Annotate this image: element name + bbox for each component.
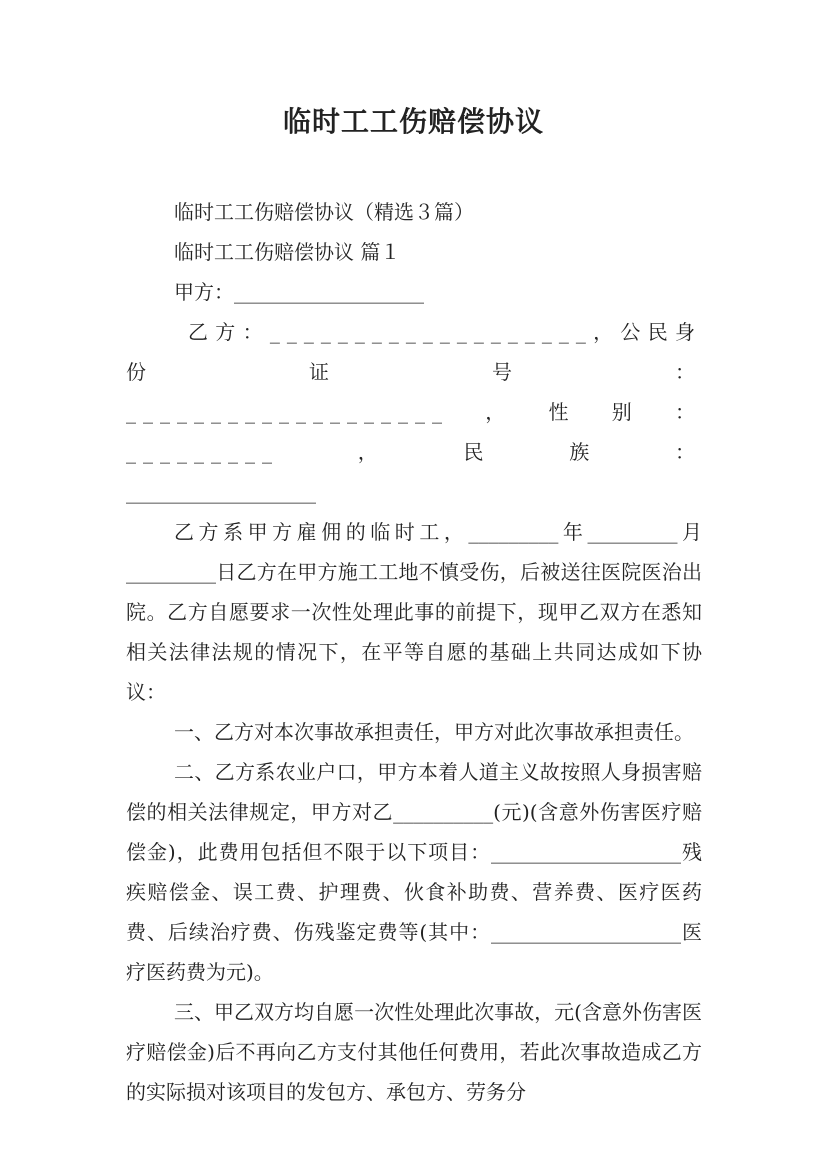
paragraph-intro: 乙方系甲方雇佣的临时工，_________年_________月_________日乙方在甲方施工工地不慎受伤，后被送往医院医治出院。乙方自愿要求一次性处理此事的前提下，现甲乙双方在悉知相关法律法规的情况下，在平等自愿的基础上共同达成如下协议：	[126, 520, 702, 704]
document-body	[126, 192, 702, 1112]
clause-1: 一、乙方对本次事故承担责任，甲方对此次事故承担责任。	[174, 720, 694, 744]
blank-line: ___________________	[126, 480, 316, 504]
subtitle-line: 临时工工伤赔偿协议（精选３篇）	[174, 200, 474, 224]
gender-ethnicity-line: ___________________，性别：_________，民族：	[126, 400, 702, 464]
party-a-line: 甲方：___________________	[174, 280, 424, 304]
document-title: 临时工工伤赔偿协议	[282, 105, 544, 138]
clause-2: 二、乙方系农业户口，甲方本着人道主义故按照人身损害赔偿的相关法律规定，甲方对乙__________(元)(含意外伤害医疗赔偿金)，此费用包括但不限于以下项目：___________________残疾赔偿金、误工费、护理费、伙食补助费、营养费、医疗医药费、后续治疗费、伤残鉴定费等(其中：___________________医疗医药费为元)。	[126, 760, 702, 984]
section-heading: 临时工工伤赔偿协议 篇１	[174, 240, 401, 264]
clause-3: 三、甲乙双方均自愿一次性处理此次事故，元(含意外伤害医疗赔偿金)后不再向乙方支付其他任何费用，若此次事故造成乙方的实际损对该项目的发包方、承包方、劳务分	[126, 1000, 702, 1104]
party-b-line: 乙方：___________________，公民身份证号：	[126, 320, 702, 384]
